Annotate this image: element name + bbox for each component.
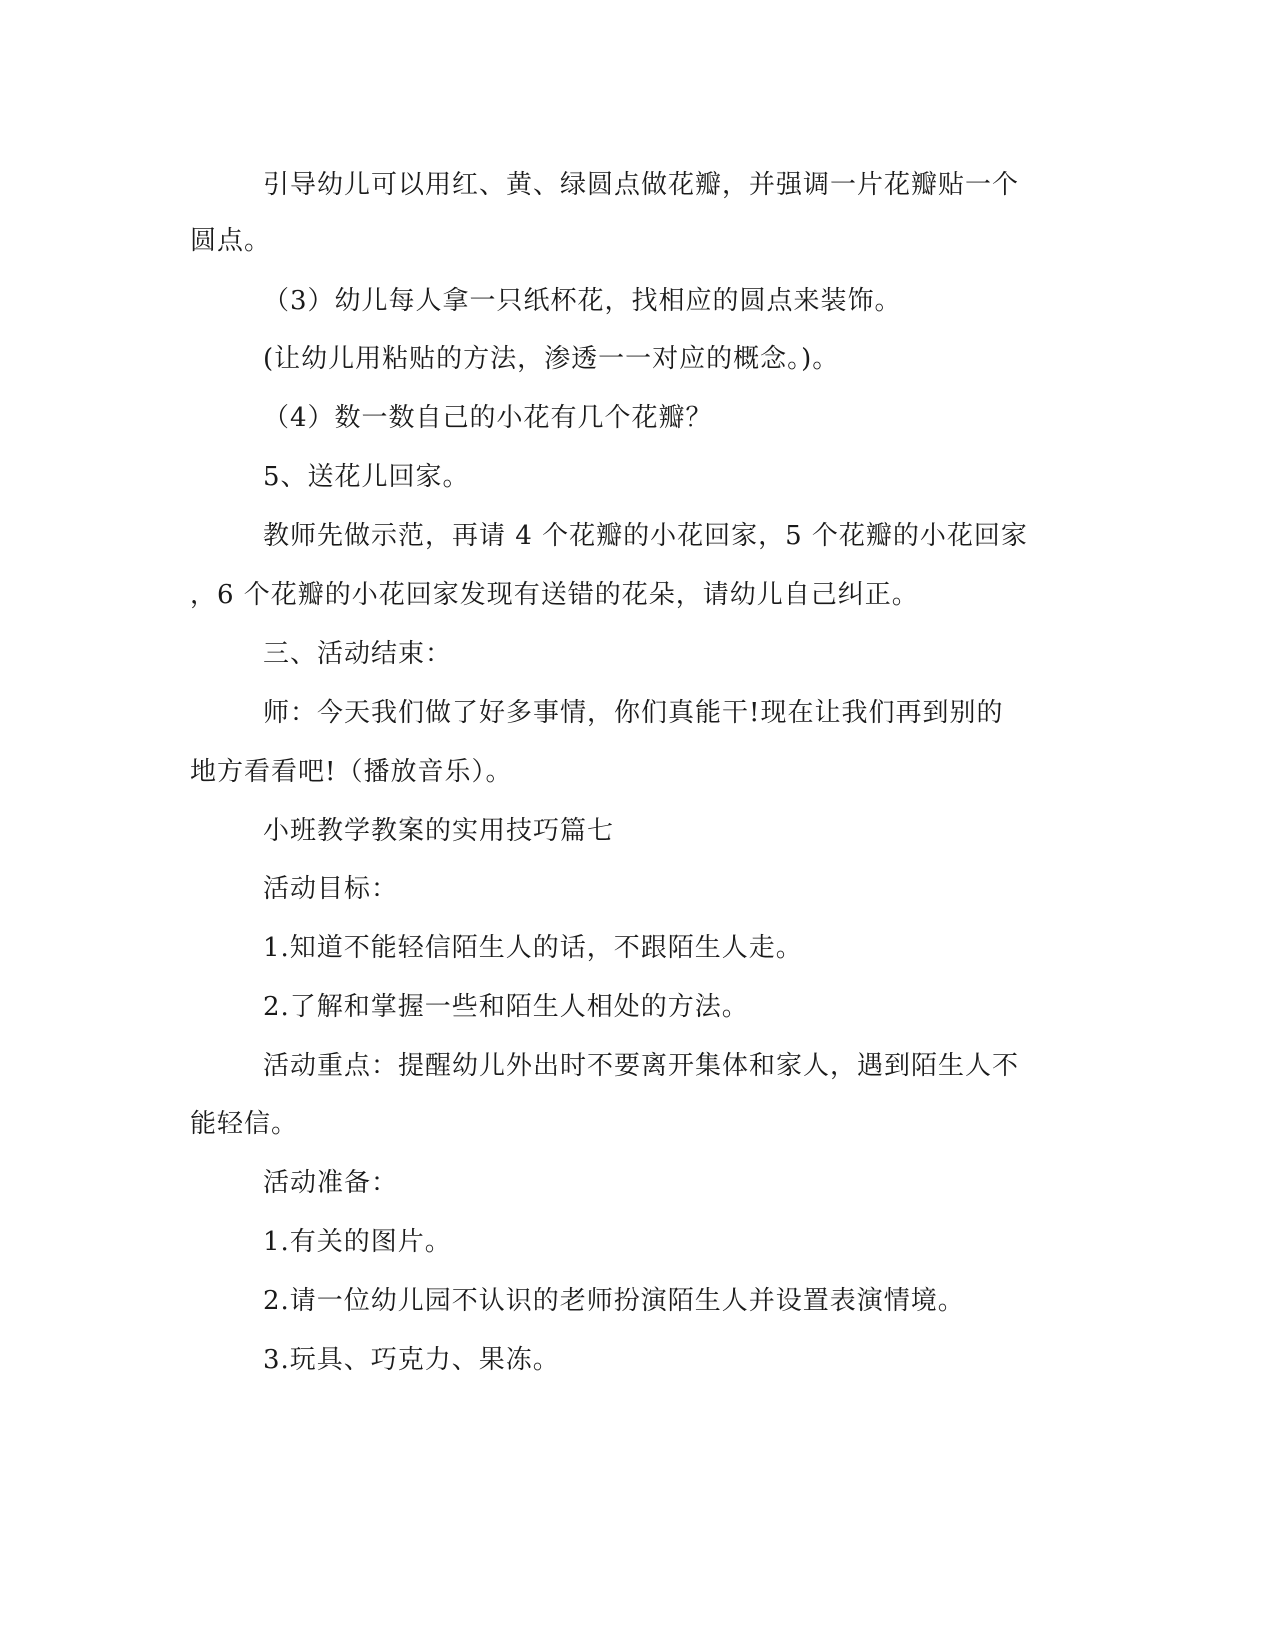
text-line: 活动准备： <box>263 1168 399 1198</box>
text-line: 活动重点：提醒幼儿外出时不要离开集体和家人，遇到陌生人不 <box>263 1051 1020 1081</box>
text-line: （4）数一数自己的小花有几个花瓣？ <box>263 403 713 433</box>
text-line: 1.有关的图片。 <box>263 1227 452 1257</box>
text-line: 圆点。 <box>190 226 272 256</box>
text-line: (让幼儿用粘贴的方法，渗透一一对应的概念。)。 <box>263 344 840 374</box>
text-line: （3）幼儿每人拿一只纸杯花，找相应的圆点来装饰。 <box>263 286 902 316</box>
text-line: 1.知道不能轻信陌生人的话，不跟陌生人走。 <box>263 933 803 963</box>
text-line: 教师先做示范，再请 4 个花瓣的小花回家，5 个花瓣的小花回家 <box>263 521 1028 551</box>
text-line: 活动目标： <box>263 874 399 904</box>
text-line: 2.请一位幼儿园不认识的老师扮演陌生人并设置表演情境。 <box>263 1286 965 1316</box>
text-line: 引导幼儿可以用红、黄、绿圆点做花瓣，并强调一片花瓣贴一个 <box>263 170 1020 200</box>
text-line: 地方看看吧!（播放音乐）。 <box>190 757 513 787</box>
section-heading: 小班教学教案的实用技巧篇七 <box>263 816 615 846</box>
text-line: 三、活动结束： <box>263 639 453 669</box>
text-line: 能轻信。 <box>190 1109 299 1139</box>
text-line: ，6 个花瓣的小花回家发现有送错的花朵，请幼儿自己纠正。 <box>190 580 919 610</box>
text-line: 师：今天我们做了好多事情，你们真能干!现在让我们再到别的 <box>263 698 1004 728</box>
text-line: 5、送花儿回家。 <box>263 462 470 492</box>
text-line: 2.了解和掌握一些和陌生人相处的方法。 <box>263 992 749 1022</box>
text-line: 3.玩具、巧克力、果冻。 <box>263 1345 560 1375</box>
